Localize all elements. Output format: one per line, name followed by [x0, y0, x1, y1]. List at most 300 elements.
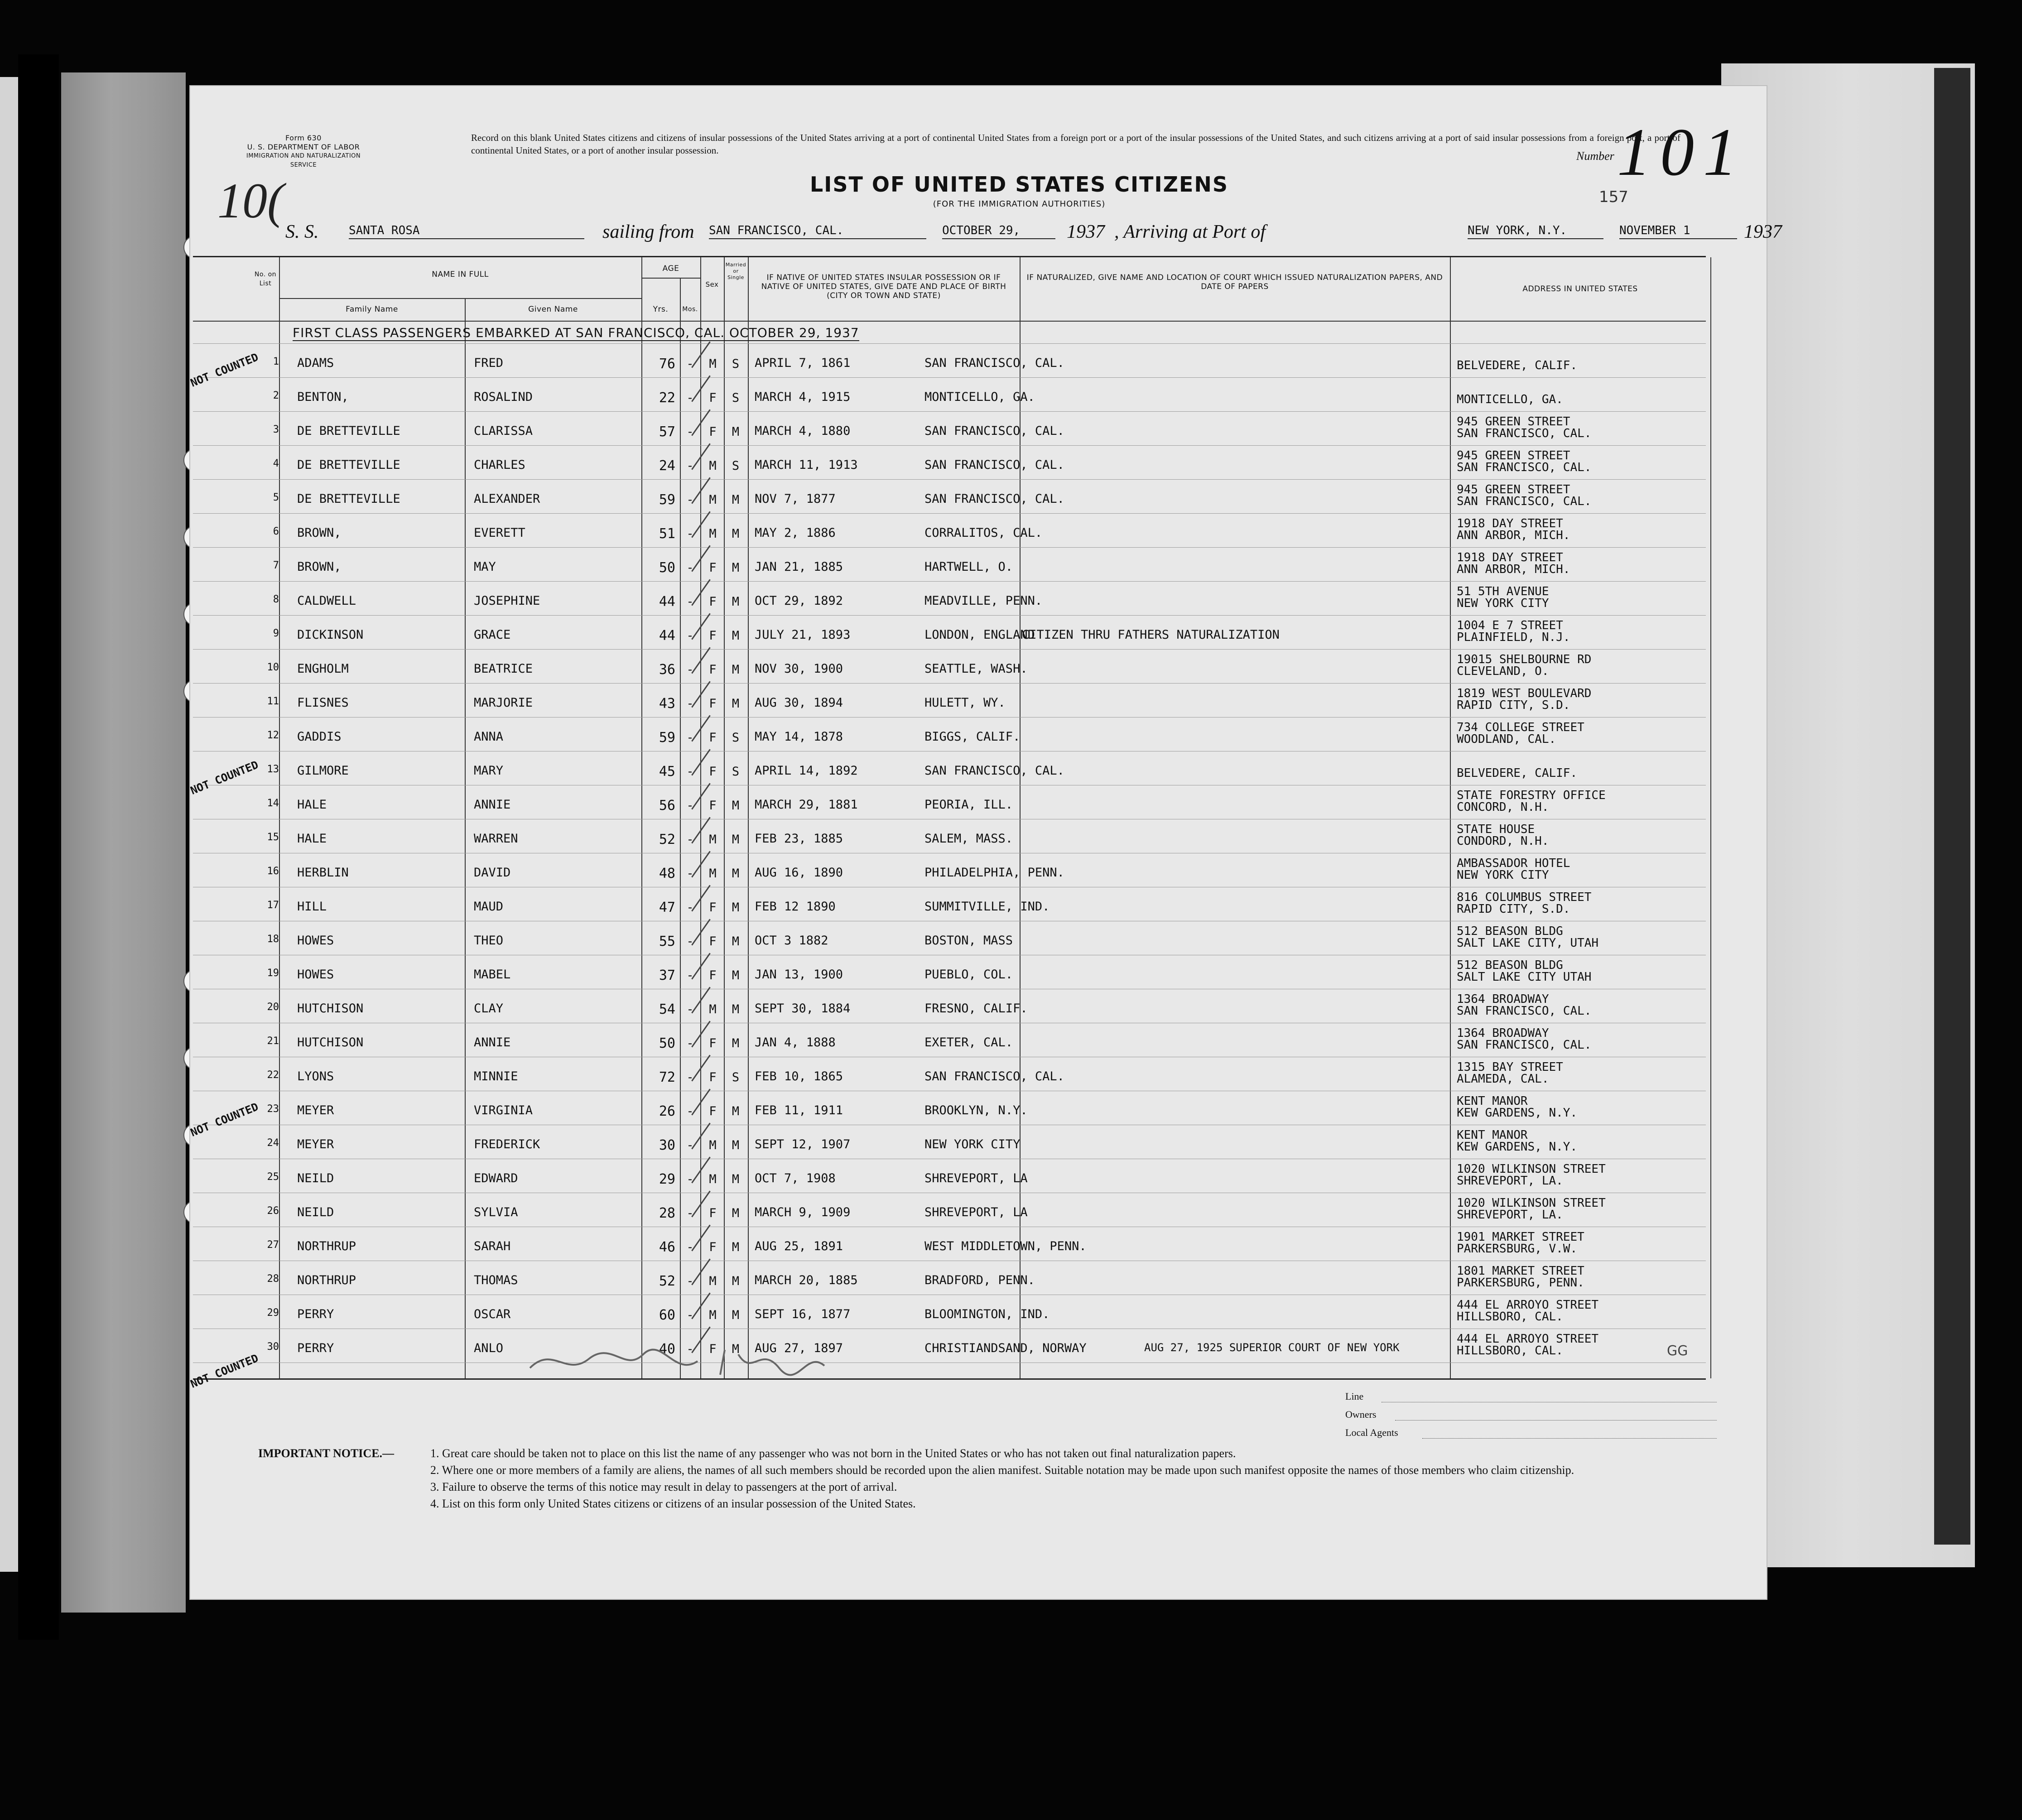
birth-date: APRIL 14, 1892: [755, 764, 858, 778]
birth-place: FRESNO, CALIF.: [924, 1001, 1028, 1016]
given-name: MARY: [474, 764, 504, 778]
age-years: 24: [659, 458, 675, 474]
row-number: 5: [273, 492, 279, 503]
binder-board: [61, 72, 186, 1613]
given-name: GRACE: [474, 628, 511, 642]
family-name: HERBLIN: [297, 866, 349, 880]
binder-strip: [0, 77, 18, 1572]
inspector-signature: [525, 1341, 842, 1389]
row-number: 25: [267, 1171, 279, 1183]
address-line-1: 1020 WILKINSON STREET: [1457, 1162, 1606, 1176]
age-years: 55: [659, 934, 675, 949]
table-row: [193, 585, 1706, 617]
given-name: ROSALIND: [474, 390, 533, 404]
table-row: [193, 891, 1706, 923]
age-years: 51: [659, 526, 675, 542]
departure-date: OCTOBER 29,: [942, 224, 1055, 239]
birth-date: MARCH 11, 1913: [755, 458, 858, 472]
age-months: -: [686, 900, 694, 915]
given-name: CLAY: [474, 1001, 504, 1016]
row-number: 8: [273, 594, 279, 605]
family-name: HILL: [297, 900, 327, 914]
birth-date: OCT 29, 1892: [755, 594, 843, 608]
sex: F: [709, 934, 717, 949]
age-months: -: [686, 357, 694, 371]
given-name: MINNIE: [474, 1069, 518, 1083]
ship-name: SANTA ROSA: [349, 224, 584, 239]
birth-date: FEB 10, 1865: [755, 1069, 843, 1083]
age-years: 47: [659, 900, 675, 915]
row-number: 26: [267, 1205, 279, 1217]
table-row: [193, 789, 1706, 821]
marital-status: S: [732, 459, 740, 473]
important-notice: [258, 1445, 1753, 1512]
given-name: BEATRICE: [474, 662, 533, 676]
age-years: 46: [659, 1239, 675, 1255]
departure-year: 1937: [1067, 221, 1105, 242]
birth-date: SEPT 12, 1907: [755, 1137, 851, 1151]
given-name: OSCAR: [474, 1307, 511, 1321]
row-number: 9: [273, 628, 279, 639]
marital-status: M: [732, 833, 740, 847]
given-name: ANNA: [474, 730, 504, 744]
table-row: [193, 653, 1706, 685]
birth-date: AUG 27, 1897: [755, 1341, 843, 1355]
pencil-number: 157: [1599, 188, 1628, 206]
birth-date: MARCH 9, 1909: [755, 1205, 851, 1219]
age-years: 72: [659, 1069, 675, 1085]
birth-place: HARTWELL, O.: [924, 560, 1013, 574]
address-line-2: WOODLAND, CAL.: [1457, 732, 1556, 746]
age-years: 36: [659, 662, 675, 678]
agents-label: Local Agents: [1345, 1427, 1398, 1438]
sex: M: [709, 459, 717, 473]
record-instructions: Record on this blank United States citizens and citizens of insular possessions of the United States arriving at a port of continental United States from a foreign port or a port of the insular possessions of the United States, and such citizens arriving at a port of said insular possessions from a foreign port, a port of continental United States, or a port of another insular possession.: [471, 132, 1680, 156]
given-name: THEO: [474, 934, 504, 948]
arrival-date: NOVEMBER 1: [1619, 224, 1737, 239]
address-line-2: SHREVEPORT, LA.: [1457, 1174, 1563, 1188]
row-number: 29: [267, 1307, 279, 1319]
age-months: -: [686, 1308, 694, 1322]
birth-place: BROOKLYN, N.Y.: [924, 1103, 1028, 1117]
age-months: -: [686, 1274, 694, 1288]
address-line-2: SAN FRANCISCO, CAL.: [1457, 461, 1592, 474]
address-line-1: 1918 DAY STREET: [1457, 551, 1563, 564]
marital-status: M: [732, 867, 740, 881]
row-number: 28: [267, 1273, 279, 1285]
address-line-1: KENT MANOR: [1457, 1128, 1528, 1142]
row-number: 11: [267, 696, 279, 707]
address-line-1: 816 COLUMBUS STREET: [1457, 891, 1592, 904]
page-edge-shadow: [1934, 68, 1970, 1545]
sex: M: [709, 833, 717, 847]
sex: M: [709, 493, 717, 507]
sex: M: [709, 1172, 717, 1186]
sex: F: [709, 1104, 717, 1118]
header-name: NAME IN FULL: [432, 270, 489, 279]
family-name: NEILD: [297, 1205, 334, 1219]
age-years: 48: [659, 866, 675, 881]
family-name: DE BRETTEVILLE: [297, 424, 400, 438]
family-name: HUTCHISON: [297, 1035, 364, 1050]
row-number: 7: [273, 560, 279, 571]
family-name: BROWN,: [297, 526, 342, 540]
birth-place: PEORIA, ILL.: [924, 798, 1013, 812]
age-months: -: [686, 1036, 694, 1050]
given-name: SARAH: [474, 1239, 511, 1253]
birth-place: BRADFORD, PENN.: [924, 1273, 1035, 1287]
notice-lead: IMPORTANT NOTICE.—: [258, 1447, 395, 1460]
birth-place: SAN FRANCISCO, CAL.: [924, 764, 1064, 778]
address-line-1: 1918 DAY STREET: [1457, 517, 1563, 530]
not-counted-stamp: NOT COUNTED: [188, 758, 260, 797]
sex: F: [709, 968, 717, 982]
birth-place: LONDON, ENGLAND: [924, 628, 1035, 642]
age-months: -: [686, 799, 694, 813]
line-label: Line: [1345, 1391, 1364, 1402]
birth-place: EXETER, CAL.: [924, 1035, 1013, 1050]
address-line-1: STATE HOUSE: [1457, 823, 1535, 836]
birth-date: JAN 13, 1900: [755, 968, 843, 982]
address-line-2: ANN ARBOR, MICH.: [1457, 529, 1570, 542]
address-line-2: CONCORD, N.H.: [1457, 800, 1549, 814]
sex: M: [709, 1274, 717, 1288]
marital-status: M: [732, 1206, 740, 1220]
birth-place: SAN FRANCISCO, CAL.: [924, 424, 1064, 438]
sex: F: [709, 900, 717, 915]
notice-item: 4. List on this form only United States citizens or citizens of an insular possession of the United States.: [430, 1497, 916, 1510]
address-line-1: 1801 MARKET STREET: [1457, 1264, 1584, 1278]
birth-place: BOSTON, MASS: [924, 934, 1013, 948]
table-row: [193, 1094, 1706, 1127]
family-name: FLISNES: [297, 696, 349, 710]
family-name: ENGHOLM: [297, 662, 349, 676]
given-name: MAY: [474, 560, 496, 574]
age-years: 54: [659, 1001, 675, 1017]
age-months: -: [686, 765, 694, 779]
marital-status: S: [732, 391, 740, 405]
age-years: 50: [659, 1035, 675, 1051]
birth-date: JAN 4, 1888: [755, 1035, 836, 1050]
address-line-2: CLEVELAND, O.: [1457, 664, 1549, 678]
family-name: PERRY: [297, 1307, 334, 1321]
given-name: DAVID: [474, 866, 511, 880]
address-line-2: CONDORD, N.H.: [1457, 834, 1549, 848]
marital-status: M: [732, 527, 740, 541]
marital-status: M: [732, 1240, 740, 1254]
table-row: [193, 992, 1706, 1025]
form-identification: [240, 134, 367, 170]
family-name: DE BRETTEVILLE: [297, 492, 400, 506]
given-name: ANLO: [474, 1341, 504, 1355]
header-address: ADDRESS IN UNITED STATES: [1522, 284, 1638, 294]
table-row: [193, 381, 1706, 414]
marital-status: M: [732, 595, 740, 609]
family-name: DICKINSON: [297, 628, 364, 642]
birth-place: BIGGS, CALIF.: [924, 730, 1021, 744]
row-number: 24: [267, 1137, 279, 1149]
table-row: [193, 1332, 1706, 1365]
address-line-1: 444 EL ARROYO STREET: [1457, 1298, 1599, 1312]
family-name: NORTHRUP: [297, 1239, 356, 1253]
address-line-2: RAPID CITY, S.D.: [1457, 902, 1570, 916]
birth-date: MARCH 4, 1915: [755, 390, 851, 404]
address-line-2: BELVEDERE, CALIF.: [1457, 766, 1578, 780]
sex: F: [709, 731, 717, 745]
not-counted-stamp: NOT COUNTED: [188, 351, 260, 390]
row-number: 17: [267, 900, 279, 911]
marital-status: M: [732, 561, 740, 575]
age-months: -: [686, 391, 694, 405]
family-name: BROWN,: [297, 560, 342, 574]
header-given-name: Given Name: [528, 305, 578, 314]
birth-place: SALEM, MASS.: [924, 832, 1013, 846]
row-number: 13: [267, 764, 279, 775]
age-years: 40: [659, 1341, 675, 1357]
age-years: 59: [659, 730, 675, 746]
marital-status: S: [732, 1070, 740, 1084]
row-rule: [193, 343, 1706, 344]
marital-status: M: [732, 663, 740, 677]
birth-place: PUEBLO, COL.: [924, 968, 1013, 982]
address-line-2: MONTICELLO, GA.: [1457, 393, 1563, 406]
handwritten-mark: 10(: [217, 173, 284, 228]
birth-date: NOV 7, 1877: [755, 492, 836, 506]
sex: F: [709, 1240, 717, 1254]
sex: F: [709, 391, 717, 405]
sex: M: [709, 1138, 717, 1152]
birth-place: CHRISTIANDSAND, NORWAY: [924, 1341, 1087, 1355]
address-line-1: 1819 WEST BOULEVARD: [1457, 687, 1592, 700]
address-line-2: NEW YORK CITY: [1457, 868, 1549, 882]
given-name: CHARLES: [474, 458, 525, 472]
address-line-2: SAN FRANCISCO, CAL.: [1457, 427, 1592, 440]
address-line-2: HILLSBORO, CAL.: [1457, 1344, 1563, 1358]
sailing-label: sailing from: [602, 221, 694, 242]
marital-status: M: [732, 1138, 740, 1152]
marital-status: M: [732, 1036, 740, 1050]
age-months: -: [686, 1342, 694, 1356]
naturalization: CITIZEN THRU FATHERS NATURALIZATION: [1022, 628, 1280, 642]
age-years: 44: [659, 594, 675, 610]
birth-place: BLOOMINGTON, IND.: [924, 1307, 1050, 1321]
row-number: 21: [267, 1035, 279, 1047]
given-name: EVERETT: [474, 526, 525, 540]
age-months: -: [686, 934, 694, 949]
family-name: BENTON,: [297, 390, 349, 404]
binder-shadow: [18, 54, 59, 1640]
birth-date: SEPT 16, 1877: [755, 1307, 851, 1321]
birth-date: OCT 3 1882: [755, 934, 828, 948]
given-name: MAUD: [474, 900, 504, 914]
address-line-2: ALAMEDA, CAL.: [1457, 1072, 1549, 1086]
table-row: [193, 483, 1706, 515]
birth-date: FEB 23, 1885: [755, 832, 843, 846]
sex: F: [709, 1036, 717, 1050]
address-line-1: 1364 BROADWAY: [1457, 1026, 1549, 1040]
sex: M: [709, 1308, 717, 1322]
address-line-2: PARKERSBURG, PENN.: [1457, 1276, 1584, 1290]
address-line-2: SHREVEPORT, LA.: [1457, 1208, 1563, 1222]
family-name: MEYER: [297, 1137, 334, 1151]
sex: F: [709, 799, 717, 813]
address-line-2: KEW GARDENS, N.Y.: [1457, 1106, 1578, 1120]
arrival-port: NEW YORK, N.Y.: [1468, 224, 1603, 239]
age-years: 56: [659, 798, 675, 814]
marital-status: S: [732, 731, 740, 745]
signature-scribble: [525, 1341, 842, 1382]
age-months: -: [686, 833, 694, 847]
section-title: FIRST CLASS PASSENGERS EMBARKED AT SAN FRANCISCO, CAL. OCTOBER 29, 1937: [293, 325, 859, 340]
age-months: -: [686, 1104, 694, 1118]
sex: M: [709, 867, 717, 881]
marital-status: M: [732, 493, 740, 507]
address-line-1: 512 BEASON BLDG: [1457, 924, 1563, 938]
departure-port: SAN FRANCISCO, CAL.: [709, 224, 926, 239]
given-name: WARREN: [474, 832, 518, 846]
age-months: -: [686, 731, 694, 745]
address-line-1: 945 GREEN STREET: [1457, 415, 1570, 429]
family-name: NORTHRUP: [297, 1273, 356, 1287]
age-months: -: [686, 1138, 694, 1152]
row-number: 14: [267, 798, 279, 809]
row-number: 2: [273, 390, 279, 401]
table-row: [193, 857, 1706, 889]
marital-status: S: [732, 357, 740, 371]
address-line-1: 1020 WILKINSON STREET: [1457, 1196, 1606, 1210]
service-name: IMMIGRATION AND NATURALIZATION SERVICE: [246, 153, 361, 169]
address-line-2: SALT LAKE CITY, UTAH: [1457, 936, 1599, 950]
birth-place: SUMMITVILLE, IND.: [924, 900, 1050, 914]
address-line-1: STATE FORESTRY OFFICE: [1457, 789, 1606, 802]
birth-place: PHILADELPHIA, PENN.: [924, 866, 1064, 880]
birth-place: WEST MIDDLETOWN, PENN.: [924, 1239, 1087, 1253]
not-counted-stamp: NOT COUNTED: [188, 1100, 260, 1139]
age-years: 29: [659, 1171, 675, 1187]
marital-status: M: [732, 968, 740, 982]
birth-date: MAY 14, 1878: [755, 730, 843, 744]
age-years: 22: [659, 390, 675, 406]
birth-date: JAN 21, 1885: [755, 560, 843, 574]
table-row: [193, 1264, 1706, 1297]
sex: F: [709, 1070, 717, 1084]
birth-date: MARCH 4, 1880: [755, 424, 851, 438]
marital-status: M: [732, 1172, 740, 1186]
age-months: -: [686, 968, 694, 982]
address-line-2: KEW GARDENS, N.Y.: [1457, 1140, 1578, 1154]
given-name: FREDERICK: [474, 1137, 540, 1151]
age-months: -: [686, 1206, 694, 1220]
arrival-year: 1937: [1744, 221, 1782, 242]
birth-place: SEATTLE, WASH.: [924, 662, 1028, 676]
family-name: HOWES: [297, 968, 334, 982]
age-months: -: [686, 867, 694, 881]
sex: F: [709, 629, 717, 643]
birth-place: MONTICELLO, GA.: [924, 390, 1035, 404]
address-line-1: KENT MANOR: [1457, 1094, 1528, 1108]
birth-date: AUG 30, 1894: [755, 696, 843, 710]
notice-item: 1. Great care should be taken not to place on this list the name of any passenger who was not born in the United States or who has not taken out final naturalization papers.: [430, 1447, 1236, 1460]
address-line-1: 19015 SHELBOURNE RD: [1457, 653, 1592, 666]
row-number: 6: [273, 526, 279, 537]
family-name: NEILD: [297, 1171, 334, 1185]
age-years: 59: [659, 492, 675, 508]
birth-date: MARCH 20, 1885: [755, 1273, 858, 1287]
row-number: 27: [267, 1239, 279, 1251]
sex: M: [709, 1002, 717, 1016]
passenger-table: [188, 256, 1706, 1391]
address-line-1: 1004 E 7 STREET: [1457, 619, 1563, 632]
table-row: [193, 449, 1706, 481]
marital-status: M: [732, 1342, 740, 1356]
marital-status: M: [732, 1104, 740, 1118]
marital-status: S: [732, 765, 740, 779]
notice-item: 3. Failure to observe the terms of this notice may result in delay to passengers at the port of arrival.: [430, 1480, 897, 1493]
marital-status: M: [732, 1002, 740, 1016]
marital-status: M: [732, 425, 740, 439]
family-name: DE BRETTEVILLE: [297, 458, 400, 472]
sex: F: [709, 425, 717, 439]
ss-label: S. S.: [285, 221, 319, 242]
marital-status: M: [732, 1308, 740, 1322]
address-line-1: 51 5TH AVENUE: [1457, 585, 1549, 598]
table-row: [193, 958, 1706, 991]
agents-field: [1422, 1438, 1717, 1439]
birth-place: SAN FRANCISCO, CAL.: [924, 458, 1064, 472]
birth-place: SHREVEPORT, LA: [924, 1205, 1028, 1219]
given-name: JOSEPHINE: [474, 594, 540, 608]
given-name: EDWARD: [474, 1171, 518, 1185]
marital-status: M: [732, 799, 740, 813]
department-name: U. S. DEPARTMENT OF LABOR: [247, 143, 360, 151]
row-number: 19: [267, 968, 279, 979]
age-years: 76: [659, 356, 675, 372]
header-mos: Mos.: [682, 306, 698, 313]
given-name: ALEXANDER: [474, 492, 540, 506]
table-row: [193, 721, 1706, 753]
birth-date: SEPT 30, 1884: [755, 1001, 851, 1016]
age-years: 37: [659, 968, 675, 983]
table-row: [193, 1060, 1706, 1093]
address-line-2: PLAINFIELD, N.J.: [1457, 631, 1570, 644]
sex: F: [709, 1342, 717, 1356]
age-years: 50: [659, 560, 675, 576]
age-months: -: [686, 663, 694, 677]
table-row: [193, 1026, 1706, 1059]
header-sex: Sex: [705, 280, 719, 289]
row-number: 22: [267, 1069, 279, 1081]
header-family-name: Family Name: [346, 305, 398, 314]
address-line-1: 1901 MARKET STREET: [1457, 1230, 1584, 1244]
table-row: [193, 1298, 1706, 1331]
birth-place: CORRALITOS, CAL.: [924, 526, 1043, 540]
row-number: 3: [273, 424, 279, 435]
address-line-1: 1315 BAY STREET: [1457, 1060, 1563, 1074]
address-line-2: NEW YORK CITY: [1457, 597, 1549, 610]
marital-status: M: [732, 697, 740, 711]
row-number: 20: [267, 1001, 279, 1013]
list-number: 101: [1617, 115, 1746, 190]
naturalization: AUG 27, 1925 SUPERIOR COURT OF NEW YORK: [1144, 1341, 1400, 1354]
table-row: [193, 1230, 1706, 1263]
family-name: ADAMS: [297, 356, 334, 370]
birth-place: SAN FRANCISCO, CAL.: [924, 492, 1064, 506]
voyage-line: [285, 221, 1782, 244]
birth-date: FEB 12 1890: [755, 900, 836, 914]
age-months: -: [686, 697, 694, 711]
table-row: [193, 1162, 1706, 1195]
address-line-2: PARKERSBURG, V.W.: [1457, 1242, 1578, 1256]
